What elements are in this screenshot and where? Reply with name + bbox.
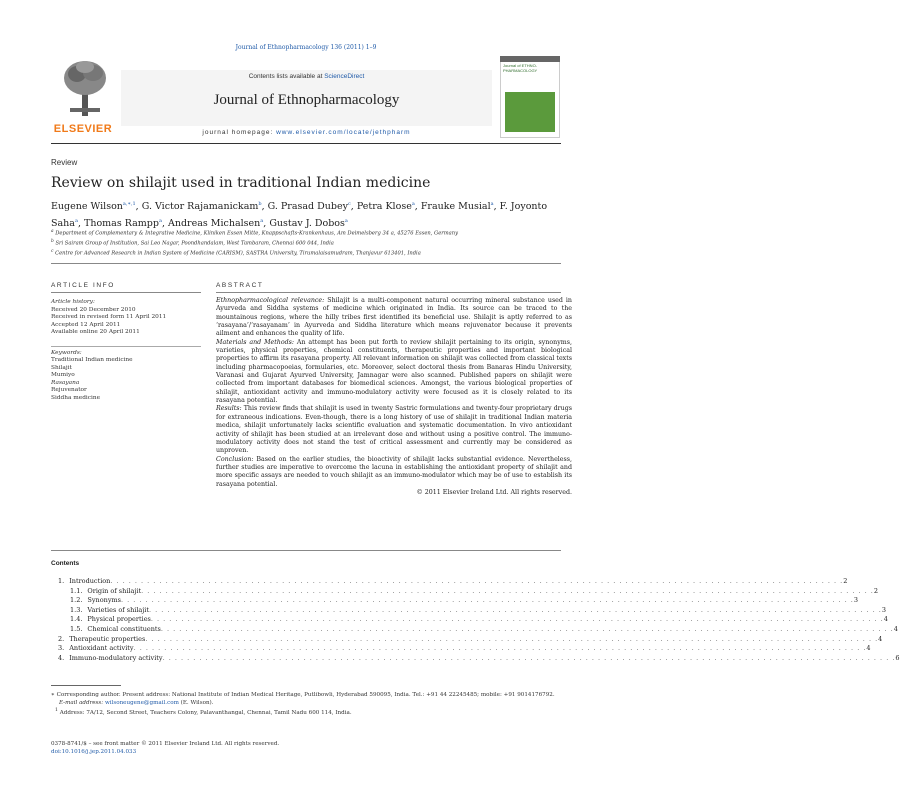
journal-homepage-line: [121, 129, 492, 136]
article-type: Review: [51, 158, 78, 167]
email-note: E-mail address: wilsoneugene@gmail.com (E. Wilson).: [59, 700, 214, 706]
author[interactable]: Petra Klose$^a$: [356, 201, 415, 213]
author[interactable]: Andreas Michalsen$^a$: [167, 218, 264, 230]
journal-reference[interactable]: Journal of Ethnopharmacology 136 (2011) 1–9: [235, 44, 377, 51]
corresponding-author-note: ∗ Corresponding author. Present address: National Institute of Indian Medical Heritage, Putlibowli, Hyderabad 590095, India. Tel.: +91 44 22245485; mobile: +91 9014176792.: [51, 692, 555, 698]
doi-link[interactable]: doi:10.1016/j.jep.2011.04.033: [51, 749, 137, 755]
toc-item-therapeutic-properties[interactable]: 2. Therapeutic properties . . . . . . . . . . . . . . . . . . . . . . . . . . . . . . . . . . . . . . . . . . . . . . . . . . . . . . . . . . . . . . . . . . . . . . . . . . . . . . . . . . . . . . . . . . . . . . . . . . . . . . . . . . . . . . . . . . . . . . . . 4: [58, 634, 883, 643]
email-link[interactable]: wilsoneugene@gmail.com: [104, 700, 179, 706]
abstract-results: Results: This review finds that shilajit is used in twenty Sastric formulations and twenty-four proprietary drugs for extraneous indications. Even-though, there is a long history of use of shilajit in traditional Indian materia medica, shilajit unfortunately lacks scientific evaluation and systematic documentation. In vivo antioxidant activity of shilajit has been studied at an irrelevant dose and without using a positive control. The immuno-modulatory activity does not stand the test of critical assessment and currently may be considered as unproven.: [216, 405, 572, 455]
keyword: Siddha medicine: [51, 394, 101, 401]
keyword: Traditional Indian medicine: [51, 357, 133, 363]
abstract-methods: Materials and Methods: An attempt has been put forth to review shilajit pertaining to its origin, synonyms, varieties, physical properties, chemical constituents, therapeutic properties and important biological properties to affirm its rasayana property. All relevant information on shilajit was collected from classical texts including pharmacopoeias, formularies, etc. Moreover, select doctoral thesis from Banaras Hindu University, Varanasi and Gujarat Ayurved University, Jamnagar were also scanned. Published papers on shilajit were collected from important databases for biomedical sciences. Amongst, the various biological properties of shilajit, antioxidant activity and immuno-modulatory activity were focused as it is closely related to its rasayana potential.: [216, 338, 572, 405]
cover-image: [505, 92, 555, 132]
sciencedirect-link[interactable]: ScienceDirect: [324, 73, 365, 80]
keyword: Mumiyo: [51, 372, 75, 378]
article-info-heading: ARTICLE INFO: [51, 282, 115, 289]
author[interactable]: Gustav J. Dobos$^a$: [269, 218, 348, 230]
toc-item-origin[interactable]: 1.1. Origin of shilajit . . . . . . . . . . . . . . . . . . . . . . . . . . . . . . . . . . . . . . . . . . . . . . . . . . . . . . . . . . . . . . . . . . . . . . . . . . . . . . . . . . . . . . . . . . . . . . . . . . . . . . . . . . . . . . . . . . . . . . . . 2: [70, 586, 879, 595]
elsevier-tree-icon: [62, 58, 108, 118]
bottom-info: [51, 740, 351, 756]
header-rule: [51, 143, 561, 144]
contents-heading: Contents: [51, 560, 80, 567]
toc-item-antioxidant-activity[interactable]: 3. Antioxidant activity . . . . . . . . . . . . . . . . . . . . . . . . . . . . . . . . . . . . . . . . . . . . . . . . . . . . . . . . . . . . . . . . . . . . . . . . . . . . . . . . . . . . . . . . . . . . . . . . . . . . . . . . . . . . . . . . . . . . . . . . 4: [58, 644, 871, 653]
homepage-link[interactable]: www.elsevier.com/locate/jethpharm: [276, 129, 411, 136]
contents-prefix: Contents lists available at: [248, 73, 325, 80]
keywords-rule: [51, 346, 201, 347]
copyright: © 2011 Elsevier Ireland Ltd. All rights reserved.: [416, 488, 572, 496]
info-rule: [51, 292, 201, 293]
affiliation: $^b$ Sri Sairam Group of Institution, Sai Leo Nagar, Poondhandalam, West Tambaram, Chennai 600 044, India: [51, 239, 334, 247]
toc-item-immuno-modulatory[interactable]: 4. Immuno-modulatory activity . . . . . . . . . . . . . . . . . . . . . . . . . . . . . . . . . . . . . . . . . . . . . . . . . . . . . . . . . . . . . . . . . . . . . . . . . . . . . . . . . . . . . . . . . . . . . . . . . . . . . . . . . . . . . . . . . . . . . . . . 6: [58, 653, 900, 662]
contents-available-line: [121, 73, 492, 80]
footnotes: [51, 691, 561, 717]
cover-title: Journal of ETHNO-PHARMACOLOGY: [503, 63, 538, 73]
affiliation: $^a$ Department of Complementary & Integrative Medicine, Kliniken Essen Mitte, Knappschafts-Krankenhaus, Am Deimelsberg 34 a, 45276 Essen, Germany: [51, 229, 459, 237]
toc-item-chemical-constituents[interactable]: 1.5. Chemical constituents . . . . . . . . . . . . . . . . . . . . . . . . . . . . . . . . . . . . . . . . . . . . . . . . . . . . . . . . . . . . . . . . . . . . . . . . . . . . . . . . . . . . . . . . . . . . . . . . . . . . . . . . . . . . . . . . . . . . . . . . 4: [70, 624, 898, 633]
history-item: Received in revised form 11 April 2011: [51, 314, 167, 320]
elsevier-wordmark: ELSEVIER: [53, 123, 113, 135]
author[interactable]: Eugene Wilson$^{a,∗,1}$: [51, 201, 136, 213]
abstract-heading: ABSTRACT: [216, 282, 264, 289]
toc-item-synonyms[interactable]: 1.2. Synonyms . . . . . . . . . . . . . . . . . . . . . . . . . . . . . . . . . . . . . . . . . . . . . . . . . . . . . . . . . . . . . . . . . . . . . . . . . . . . . . . . . . . . . . . . . . . . . . . . . . . . . . . . . . . . . . . . . . . . . . . . 3: [70, 596, 858, 605]
homepage-prefix: journal homepage:: [202, 129, 277, 136]
toc-item-varieties[interactable]: 1.3. Varieties of shilajit . . . . . . . . . . . . . . . . . . . . . . . . . . . . . . . . . . . . . . . . . . . . . . . . . . . . . . . . . . . . . . . . . . . . . . . . . . . . . . . . . . . . . . . . . . . . . . . . . . . . . . . . . . . . . . . . . . . . . . . . 3: [70, 605, 886, 614]
affiliation-rule: [51, 263, 561, 264]
author[interactable]: G. Victor Rajamanickam$^b$: [141, 201, 262, 213]
author[interactable]: G. Prasad Dubey$^c$: [267, 201, 351, 213]
history-item: Accepted 12 April 2011: [51, 321, 121, 328]
toc-item-physical-properties[interactable]: 1.4. Physical properties . . . . . . . . . . . . . . . . . . . . . . . . . . . . . . . . . . . . . . . . . . . . . . . . . . . . . . . . . . . . . . . . . . . . . . . . . . . . . . . . . . . . . . . . . . . . . . . . . . . . . . . . . . . . . . . . . . . . . . . . 4: [70, 615, 888, 624]
history-item: Available online 20 April 2011: [51, 329, 140, 335]
keywords-label: Keywords:: [51, 349, 82, 356]
abstract-body: [216, 297, 572, 497]
contents-top-rule: [51, 550, 561, 551]
abstract-relevance: Ethnopharmacological relevance: Shilajit is a multi-component natural occurring mineral substance used in Ayurveda and Siddha systems of medicine which originated in India. Its source can be traced to the mountainous regions, where the hilly tribes first identified its beneficial use. Shilajit is aptly referred to as ‘rasayana’/‘rasayanam’ in Ayurveda and Siddha literature which means rejuvenator because it prevents ailment and enhances the quality of life.: [216, 297, 572, 338]
keyword: Shilajit: [51, 364, 72, 371]
author[interactable]: Frauke Musial$^a$: [420, 201, 494, 213]
footnote-rule: [51, 685, 121, 686]
author[interactable]: F. Joyonto Saha$^a$: [51, 201, 548, 230]
article-title: Review on shilajit used in traditional Indian medicine: [51, 175, 431, 191]
author-list: Eugene Wilson$^{a,∗,1}$, G. Victor Rajamanickam$^b$, G. Prasad Dubey$^c$, Petra Klose$^a$, Frauke Musial$^a$, F. Joyonto Saha$^a$, Thomas Rampp$^a$, Andreas Michalsen$^a$, Gustav J. Dobos$^a$: [51, 201, 548, 230]
journal-name: Journal of Ethnopharmacology: [213, 92, 400, 108]
affiliations: [51, 228, 561, 259]
author[interactable]: Thomas Rampp$^a$: [84, 218, 162, 230]
keyword: Rejuvenator: [51, 387, 87, 393]
keyword: Rasayana: [51, 379, 80, 386]
toc-item-introduction[interactable]: 1. Introduction . . . . . . . . . . . . . . . . . . . . . . . . . . . . . . . . . . . . . . . . . . . . . . . . . . . . . . . . . . . . . . . . . . . . . . . . . . . . . . . . . . . . . . . . . . . . . . . . . . . . . . . . . . . . . . . . . . . . . . . . 2: [58, 577, 848, 585]
abstract-conclusion: Conclusion: Based on the earlier studies, the bioactivity of shilajit lacks substantial evidence. Nevertheless, further studies are imperative to overcome the lacuna in establishing the antioxidant property of shilajit and more specific assays are needed to vouch shilajit as an immuno-modulator which may be of use to establish its rasayana potential.: [216, 455, 572, 488]
address-note: $^1$ Address: 7A/12, Second Street, Teachers Colony, Palavanthangal, Chennai, Tamil Nadu 600 114, India.: [55, 708, 352, 716]
cover-top-band: [500, 56, 560, 62]
history-label: Article history:: [51, 299, 95, 305]
issn-line: 0378-8741/$ – see front matter © 2011 Elsevier Ireland Ltd. All rights reserved.: [51, 741, 280, 747]
article-info: [51, 299, 201, 402]
abstract-rule: [216, 292, 561, 293]
table-of-contents: [58, 577, 900, 663]
affiliation: $^c$ Centre for Advanced Research in Indian System of Medicine (CARISM), SASTRA University, Tirumalaisamudram, Thanjavur 613401, India: [51, 249, 421, 258]
history-item: Received 20 December 2010: [51, 306, 136, 313]
